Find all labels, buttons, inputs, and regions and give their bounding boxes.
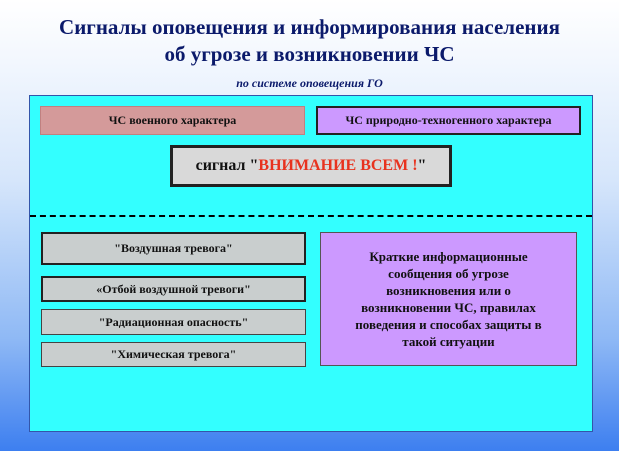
info-messages-box: Краткие информационные сообщения об угрозе возникновения или о возникновении ЧС, правилах поведения и способах защиты в такой ситуации bbox=[320, 232, 577, 366]
air-raid-signal-box: "Воздушная тревога" bbox=[41, 232, 306, 265]
radiation-hazard-signal-box: "Радиационная опасность" bbox=[41, 309, 306, 335]
page-subtitle: по системе оповещения ГО bbox=[236, 76, 383, 90]
air-raid-end-signal-box: «Отбой воздушной тревоги" bbox=[41, 276, 306, 302]
signal-prefix: сигнал " bbox=[195, 157, 259, 174]
diagram-panel bbox=[29, 95, 593, 432]
military-emergency-box: ЧС военного характера bbox=[40, 106, 305, 135]
chemical-alarm-signal-box: "Химическая тревога" bbox=[41, 342, 306, 367]
dashed-divider bbox=[30, 215, 592, 217]
signal-suffix: " bbox=[417, 157, 427, 174]
signal-alert-text: ВНИМАНИЕ ВСЕМ ! bbox=[258, 157, 418, 174]
title-line-1: Сигналы оповещения и информирования населения bbox=[59, 15, 560, 39]
title-line-2: об угрозе и возникновении ЧС bbox=[164, 42, 455, 66]
natural-technogenic-emergency-box: ЧС природно-техногенного характера bbox=[316, 106, 581, 135]
page-title bbox=[0, 14, 619, 68]
attention-all-signal-box bbox=[170, 145, 452, 187]
